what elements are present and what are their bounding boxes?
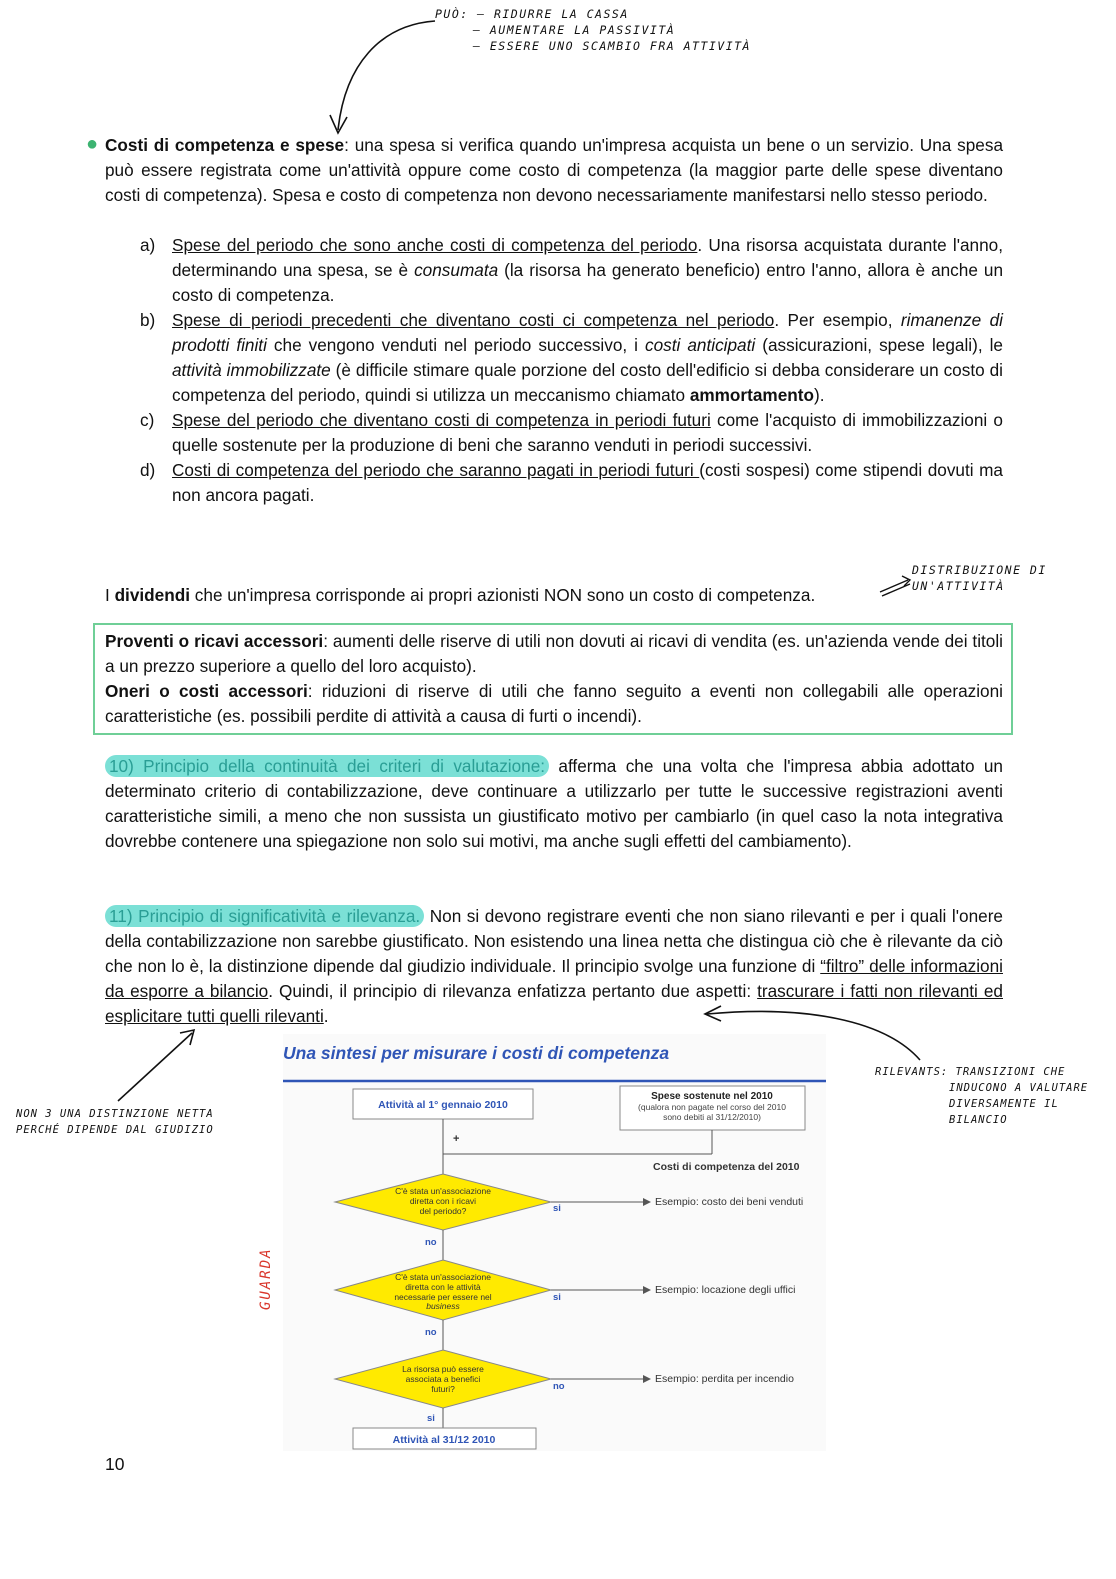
spese-label-2: (qualora non pagate nel corso del 2010 <box>638 1102 786 1112</box>
decision-3-line: futuri? <box>431 1384 455 1394</box>
annotation-arrow-mid <box>878 572 914 598</box>
yes-label: si <box>553 1292 561 1303</box>
end-label: Attività al 31/12 2010 <box>392 1434 496 1446</box>
yes-label: si <box>427 1413 435 1424</box>
annotation-right-bottom: RILEVANTS: TRANSIZIONI CHE INDUCONO A VALUTARE DIVERSAMENTE IL BILANCIO <box>875 1066 1089 1126</box>
costi-label: Costi di competenza del 2010 <box>653 1161 800 1173</box>
principle-10-title: 10) Principio della continuità dei criteri di valutazione: <box>105 755 549 777</box>
decision-3-line: La risorsa può essere <box>402 1364 484 1374</box>
guarda-annotation: GUARDA <box>258 1247 274 1310</box>
plus-sign: + <box>453 1133 460 1145</box>
accessori-text: Proventi o ricavi accessori: aumenti delle riserve di utili non dovuti ai ricavi di vendita (es. un'azienda vende dei titoli a un prezzo superiore a quello del loro acquisto). Oneri o costi accessori: riduzioni di riserve di utili che fanno seguito a eventi non collegabili alle operazioni caratteristiche (es. possibili perdite di attività a causa di furti o incendi). <box>105 631 1003 726</box>
decision-2-line: business <box>426 1301 460 1311</box>
page-number: 10 <box>105 1454 125 1474</box>
list-item: b) Spese di periodi precedenti che diventano costi ci competenza nel periodo. Per esempio, rimanenze di prodotti finiti che vengono venduti nel periodo successivo, i costi anticipati (assicurazioni, spese legali), le attività immobilizzate (è difficile stimare quale porzione del costo dell'edificio si debba considerare un costo di competenza del periodo, quindi si utilizza un meccanismo chiamato ammortamento). <box>140 310 1003 405</box>
spese-label-3: sono debiti al 31/12/2010) <box>663 1112 761 1122</box>
competence-costs-flowchart <box>283 1034 826 1451</box>
list-item: a) Spese del periodo che sono anche costi di competenza del periodo. Una risorsa acquistata durante l'anno, determinando una spesa, se è consumata (la risorsa ha generato beneficio) entro l'anno, allora è anche un costo di competenza. <box>140 235 1003 305</box>
annotation-top: PUÒ: – RIDURRE LA CASSA – AUMENTARE LA PASSIVITÀ – ESSERE UNO SCAMBIO FRA ATTIVITÀ <box>435 7 751 53</box>
list-item: d) Costi di competenza del periodo che saranno pagati in periodi futuri (costi sospesi) come stipendi dovuti ma non ancora pagati. <box>140 460 1003 505</box>
decision-2-line: diretta con le attività <box>405 1282 481 1292</box>
example-3: Esempio: perdita per incendio <box>655 1373 794 1385</box>
dividendi-paragraph: I dividendi che un'impresa corrisponde ai propri azionisti NON sono un costo di competenza. <box>105 585 816 605</box>
annotation-right-mid: DISTRIBUZIONE DI UN'ATTIVITÀ <box>912 563 1047 593</box>
yes-label: si <box>553 1203 561 1214</box>
annotation-left-bottom: NON 3 UNA DISTINZIONE NETTA PERCHÉ DIPENDE DAL GIUDIZIO <box>16 1108 214 1136</box>
no-label: no <box>425 1327 437 1338</box>
no-label: no <box>553 1381 565 1392</box>
decision-1-line: diretta con i ricavi <box>409 1196 477 1206</box>
decision-2-line: necessarie per essere nel <box>394 1292 492 1302</box>
spese-label-1: Spese sostenute nel 2010 <box>651 1091 773 1102</box>
annotation-arrow-top <box>320 15 440 140</box>
annotation-arrow-left <box>112 1025 202 1105</box>
list-item: c) Spese del periodo che diventano costi di competenza in periodi futuri come l'acquisto di immobilizzazioni o quelle sostenute per la produzione di beni che saranno venduti in periodi successivi. <box>140 410 1003 455</box>
principle-11: 11) Principio di significatività e rilevanza. Non si devono registrare eventi che non siano rilevanti e per i quali l'onere della contabilizzazione non sarebbe giustificato. Non esistendo una linea netta che distingua ciò che è rilevante da ciò che non lo è, la distinzione dipende dal giudizio individuale. Il principio svolge una funzione di “filtro” delle informazioni da esporre a bilancio. Quindi, il principio di rilevanza enfatizza pertanto due aspetti: trascurare i fatti non rilevanti ed esplicitare tutti quelli rilevanti. <box>105 906 1003 1026</box>
principle-11-title: 11) Principio di significatività e rilevanza. <box>105 905 424 927</box>
example-1: Esempio: costo dei beni venduti <box>655 1196 804 1208</box>
intro-title: Costi di competenza e spese <box>105 135 345 155</box>
decision-1-line: C'è stata un'associazione <box>395 1186 491 1196</box>
decision-3-line: associata a benefici <box>405 1374 481 1384</box>
chart-title: Una sintesi per misurare i costi di competenza <box>283 1043 670 1063</box>
no-label: no <box>425 1237 437 1248</box>
intro-paragraph: ● Costi di competenza e spese: una spesa si verifica quando un'impresa acquista un bene o un servizio. Una spesa può essere registrata come un'attività oppure come costo di competenza (la maggior parte delle spese diventano costi di competenza). Spesa e costo di competenza non devono necessariamente manifestarsi nello stesso periodo. <box>86 133 1004 205</box>
start-label: Attività al 1° gennaio 2010 <box>378 1099 508 1111</box>
decision-2-line: C'è stata un'associazione <box>395 1272 491 1282</box>
example-2: Esempio: locazione degli uffici <box>655 1284 796 1296</box>
decision-1-line: del periodo? <box>419 1206 467 1216</box>
expense-list <box>105 233 1003 508</box>
principle-10: 10) Principio della continuità dei criteri di valutazione: afferma che una volta che l'impresa abbia adottato un determinato criterio di contabilizzazione, deve continuare a utilizzarlo per tutte le successive registrazioni aventi caratteristiche simili, a meno che non sussista un giustificato motivo per cambiarlo (in quel caso la nota integrativa dovrebbe contenere una spiegazione non solo sui motivi, ma anche sugli effetti del cambiamento). <box>105 756 1003 851</box>
bullet-icon: ● <box>86 133 99 155</box>
